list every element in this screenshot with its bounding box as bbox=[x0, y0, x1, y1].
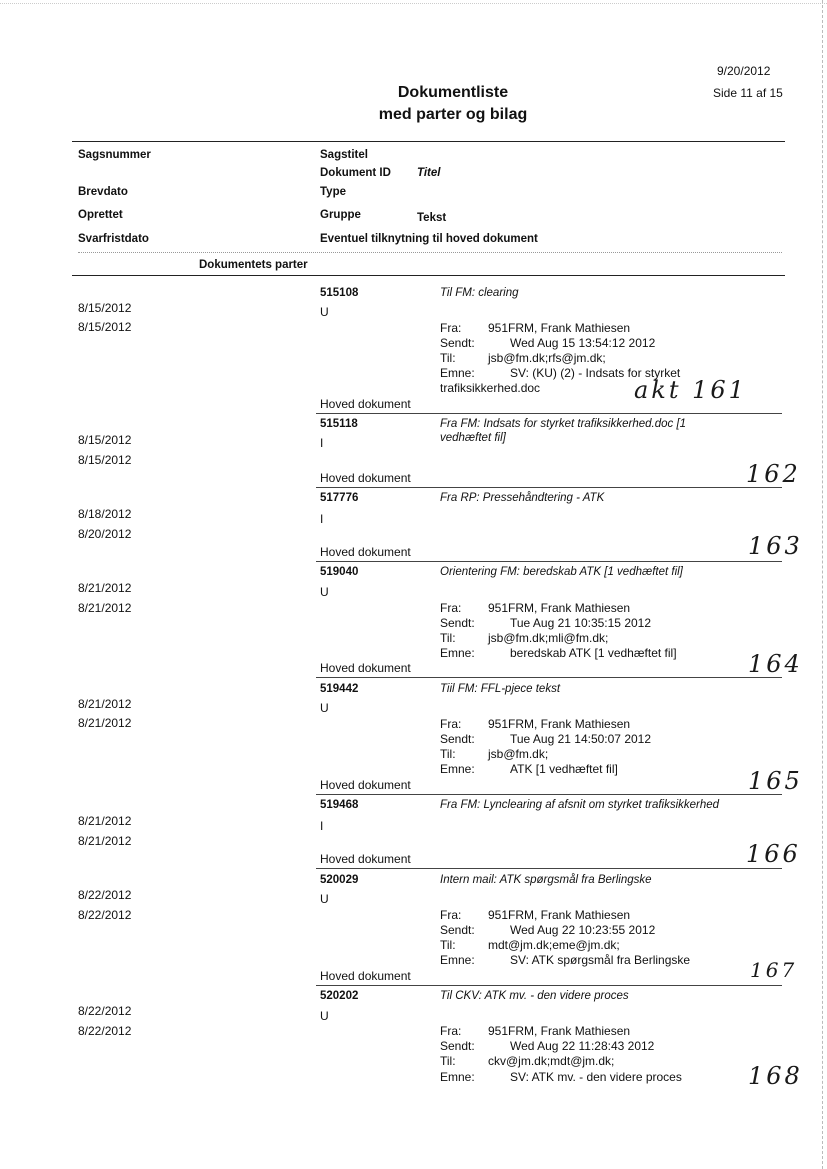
col-sagstitel: Sagstitel bbox=[320, 149, 368, 161]
email-sendt-label: Sendt: bbox=[440, 336, 475, 350]
hoved-dokument: Hoved dokument bbox=[320, 852, 411, 866]
entry-separator bbox=[316, 677, 782, 678]
handwritten-note: 167 bbox=[750, 958, 798, 982]
email-emne-label: Emne: bbox=[440, 646, 475, 660]
email-sendt: Wed Aug 22 11:28:43 2012 bbox=[510, 1039, 655, 1053]
email-til-label: Til: bbox=[440, 938, 456, 952]
legend-rule bbox=[72, 275, 785, 276]
page-title: Dokumentliste bbox=[397, 84, 509, 101]
oprettet: 8/21/2012 bbox=[78, 716, 132, 730]
oprettet: 8/21/2012 bbox=[78, 834, 132, 848]
entry-separator bbox=[316, 487, 782, 488]
col-type: Type bbox=[320, 186, 346, 198]
handwritten-note: 163 bbox=[748, 532, 803, 560]
entry-separator bbox=[316, 794, 782, 795]
email-sendt: Tue Aug 21 14:50:07 2012 bbox=[510, 732, 652, 746]
email-til-label: Til: bbox=[440, 747, 456, 761]
email-emne: SV: ATK spørgsmål fra Berlingske bbox=[510, 953, 691, 967]
entry-separator bbox=[316, 868, 782, 869]
document-title: Tiil FM: FFL-pjece tekst bbox=[440, 683, 561, 695]
email-til: jsb@fm.dk; bbox=[488, 747, 549, 761]
email-emne-label: Emne: bbox=[440, 366, 475, 380]
email-emne: beredskab ATK [1 vedhæftet fil] bbox=[510, 646, 677, 660]
col-sagsnummer: Sagsnummer bbox=[78, 149, 151, 161]
document-title: Fra FM: Lynclearing af afsnit om styrket trafiksikkerhed bbox=[440, 799, 720, 811]
brevdato: 8/15/2012 bbox=[78, 301, 132, 315]
email-sendt: Tue Aug 21 10:35:15 2012 bbox=[510, 616, 652, 630]
email-emne-label: Emne: bbox=[440, 1070, 475, 1084]
print-date: 9/20/2012 bbox=[717, 64, 771, 78]
document-title: Til CKV: ATK mv. - den videre proces bbox=[440, 990, 629, 1002]
email-fra-label: Fra: bbox=[440, 601, 462, 615]
email-emne: SV: ATK mv. - den videre proces bbox=[510, 1070, 682, 1084]
document-id: 519040 bbox=[320, 566, 359, 578]
document-id: 515118 bbox=[320, 418, 358, 430]
email-til-label: Til: bbox=[440, 1054, 456, 1068]
document-id: 519442 bbox=[320, 683, 359, 695]
document-id: 515108 bbox=[320, 287, 359, 299]
document-type: I bbox=[320, 436, 324, 450]
email-til: ckv@jm.dk;mdt@jm.dk; bbox=[488, 1054, 615, 1068]
document-title: Fra FM: Indsats for styrket trafiksikkerhed.doc [1 bbox=[440, 418, 687, 430]
email-fra-label: Fra: bbox=[440, 1024, 462, 1038]
email-fra-label: Fra: bbox=[440, 717, 462, 731]
email-sendt-label: Sendt: bbox=[440, 1039, 475, 1053]
document-type: I bbox=[320, 819, 324, 833]
email-emne: ATK [1 vedhæftet fil] bbox=[510, 762, 618, 776]
oprettet: 8/22/2012 bbox=[78, 1024, 132, 1038]
hoved-dokument: Hoved dokument bbox=[320, 969, 411, 983]
hoved-dokument: Hoved dokument bbox=[320, 471, 411, 485]
document-title: Orientering FM: beredskab ATK [1 vedhæftet fil] bbox=[440, 566, 683, 578]
document-title: Til FM: clearing bbox=[440, 287, 519, 299]
col-tekst: Tekst bbox=[417, 212, 447, 224]
brevdato: 8/22/2012 bbox=[78, 888, 132, 902]
scan-edge-right bbox=[822, 0, 823, 1169]
document-type: U bbox=[320, 585, 329, 599]
header-rule bbox=[72, 141, 785, 142]
handwritten-note: akt 161 bbox=[634, 376, 747, 404]
document-title: Fra RP: Pressehåndtering - ATK bbox=[440, 492, 605, 504]
hoved-dokument: Hoved dokument bbox=[320, 778, 411, 792]
handwritten-note: 162 bbox=[746, 460, 801, 488]
oprettet: 8/20/2012 bbox=[78, 527, 132, 541]
brevdato: 8/21/2012 bbox=[78, 581, 132, 595]
col-gruppe: Gruppe bbox=[320, 209, 361, 221]
document-type: U bbox=[320, 1009, 329, 1023]
document-type: U bbox=[320, 892, 329, 906]
email-emne-label: Emne: bbox=[440, 953, 475, 967]
email-fra: 951FRM, Frank Mathiesen bbox=[488, 321, 631, 335]
email-fra: 951FRM, Frank Mathiesen bbox=[488, 1024, 631, 1038]
handwritten-note: 168 bbox=[748, 1062, 803, 1090]
email-til-label: Til: bbox=[440, 631, 456, 645]
page-subtitle: med parter og bilag bbox=[378, 106, 528, 123]
entry-separator bbox=[316, 413, 782, 414]
email-emne: SV: (KU) (2) - Indsats for styrket bbox=[510, 366, 681, 380]
email-fra: 951FRM, Frank Mathiesen bbox=[488, 717, 631, 731]
oprettet: 8/21/2012 bbox=[78, 601, 132, 615]
scan-edge-top bbox=[0, 3, 827, 4]
entry-separator bbox=[316, 561, 782, 562]
email-sendt: Wed Aug 22 10:23:55 2012 bbox=[510, 923, 656, 937]
col-brevdato: Brevdato bbox=[78, 186, 128, 198]
email-fra-label: Fra: bbox=[440, 908, 462, 922]
col-oprettet: Oprettet bbox=[78, 209, 123, 221]
email-sendt-label: Sendt: bbox=[440, 923, 475, 937]
col-dokument-id: Dokument ID bbox=[320, 167, 391, 179]
document-title-cont: vedhæftet fil] bbox=[440, 432, 506, 444]
email-sendt-label: Sendt: bbox=[440, 732, 475, 746]
col-titel: Titel bbox=[417, 167, 441, 179]
oprettet: 8/22/2012 bbox=[78, 908, 132, 922]
brevdato: 8/21/2012 bbox=[78, 697, 132, 711]
document-id: 520202 bbox=[320, 990, 359, 1002]
col-svarfristdato: Svarfristdato bbox=[78, 233, 149, 245]
document-type: U bbox=[320, 701, 329, 715]
handwritten-note: 165 bbox=[748, 767, 803, 795]
email-til: mdt@jm.dk;eme@jm.dk; bbox=[488, 938, 620, 952]
hoved-dokument: Hoved dokument bbox=[320, 661, 411, 675]
email-til: jsb@fm.dk;rfs@jm.dk; bbox=[488, 351, 606, 365]
document-id: 517776 bbox=[320, 492, 359, 504]
email-emne-label: Emne: bbox=[440, 762, 475, 776]
oprettet: 8/15/2012 bbox=[78, 453, 132, 467]
legend-dotted-rule bbox=[78, 252, 782, 253]
col-parter: Dokumentets parter bbox=[199, 259, 308, 271]
document-type: I bbox=[320, 512, 324, 526]
document-title: Intern mail: ATK spørgsmål fra Berlingske bbox=[440, 874, 652, 886]
entry-separator bbox=[316, 985, 782, 986]
email-til: jsb@fm.dk;mli@fm.dk; bbox=[488, 631, 609, 645]
handwritten-note: 164 bbox=[748, 650, 803, 678]
email-sendt: Wed Aug 15 13:54:12 2012 bbox=[510, 336, 656, 350]
document-id: 519468 bbox=[320, 799, 359, 811]
col-tilknytning: Eventuel tilknytning til hoved dokument bbox=[320, 233, 538, 245]
document-type: U bbox=[320, 305, 329, 319]
brevdato: 8/22/2012 bbox=[78, 1004, 132, 1018]
email-til-label: Til: bbox=[440, 351, 456, 365]
email-fra-label: Fra: bbox=[440, 321, 462, 335]
email-sendt-label: Sendt: bbox=[440, 616, 475, 630]
brevdato: 8/21/2012 bbox=[78, 814, 132, 828]
email-emne-cont: trafiksikkerhed.doc bbox=[440, 381, 541, 395]
email-fra: 951FRM, Frank Mathiesen bbox=[488, 601, 631, 615]
page-number: Side 11 af 15 bbox=[713, 86, 783, 100]
brevdato: 8/18/2012 bbox=[78, 507, 132, 521]
brevdato: 8/15/2012 bbox=[78, 433, 132, 447]
hoved-dokument: Hoved dokument bbox=[320, 397, 411, 411]
document-id: 520029 bbox=[320, 874, 359, 886]
email-fra: 951FRM, Frank Mathiesen bbox=[488, 908, 631, 922]
oprettet: 8/15/2012 bbox=[78, 320, 132, 334]
handwritten-note: 166 bbox=[746, 840, 801, 868]
hoved-dokument: Hoved dokument bbox=[320, 545, 411, 559]
